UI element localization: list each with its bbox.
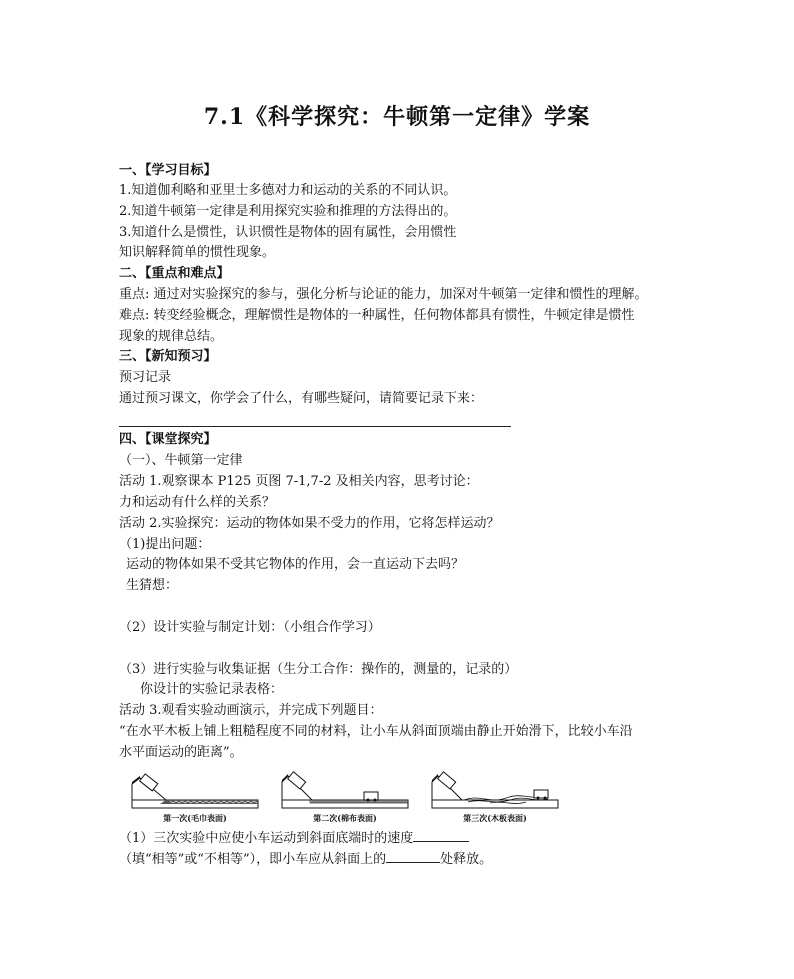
student-guess: 生猜想： (126, 578, 179, 593)
step-3: （3）进行实验与收集证据（生分工合作：操作的，测量的，记录的） (119, 662, 518, 677)
question-1-cont-text: （填“相等”或“不相等”），即小车应从斜面上的 (119, 852, 387, 867)
activity-1: 活动 1.观察课本 P125 页图 7-1,7-2 及相关内容，思考讨论： (119, 474, 479, 489)
figure-cotton-surface (280, 770, 410, 824)
section-class-inquiry: 四、【课堂探究】 (119, 432, 217, 447)
figure-wood-surface (430, 770, 560, 824)
figure-caption: 第一次(毛巾表面) (163, 813, 227, 823)
release-position-blank[interactable] (386, 849, 440, 863)
section-preview: 三、【新知预习】 (119, 349, 217, 364)
figure-caption: 第二次(棉布表面) (313, 813, 377, 823)
activity-3: 活动 3.观看实验动画演示，并完成下列题目： (119, 703, 383, 718)
record-table-prompt: 你设计的实验记录表格： (140, 682, 284, 697)
goal-1: 1.知道伽利略和亚里士多德对力和运动的关系的不同认识。 (119, 183, 457, 198)
experiment-figures (130, 770, 560, 824)
step-2: （2）设计实验与制定计划：（小组合作学习） (119, 620, 381, 635)
key-point: 重点: 通过对实验探究的参与，强化分析与论证的能力，加深对牛顿第一定律和惯性的理解。 (119, 287, 648, 302)
preview-answer-line[interactable] (119, 426, 511, 427)
section-key-points: 二、【重点和难点】 (119, 266, 230, 281)
goal-2: 2.知道牛顿第一定律是利用探究实验和推理的方法得出的。 (119, 204, 457, 219)
step-1-question: 运动的物体如果不受其它物体的作用，会一直运动下去吗？ (126, 557, 465, 572)
experiment-description-cont: 水平面运动的距离”。 (119, 745, 243, 760)
question-1-cont-end: 处释放。 (440, 852, 493, 867)
subsection-newton-law: （一）、牛顿第一定律 (119, 453, 243, 468)
activity-1-question: 力和运动有什么样的关系？ (119, 495, 276, 510)
figure-towel-surface (130, 770, 260, 824)
figure-caption: 第三次(木板表面) (463, 813, 527, 823)
activity-2: 活动 2.实验探究：运动的物体如果不受力的作用，它将怎样运动？ (119, 516, 500, 531)
question-1-text: （1）三次实验中应使小车运动到斜面底端时的速度 (119, 831, 414, 846)
question-1-cont (119, 849, 492, 869)
page-title: 7.1《科学探究：牛顿第一定律》学案 (203, 104, 591, 130)
difficult-point: 难点: 转变经验概念，理解惯性是物体的一种属性，任何物体都具有惯性，牛顿定律是惯性 (119, 308, 635, 323)
preview-prompt: 通过预习课文，你学会了什么，有哪些疑问，请简要记录下来： (119, 391, 484, 406)
preview-label: 预习记录 (119, 370, 172, 385)
step-1: （1)提出问题： (119, 537, 211, 552)
section-learning-goals: 一、【学习目标】 (119, 163, 217, 178)
goal-3: 3.知道什么是惯性，认识惯性是物体的固有属性，会用惯性 (119, 225, 457, 240)
speed-answer-blank[interactable] (413, 828, 469, 842)
goal-3-cont: 知识解释简单的惯性现象。 (119, 245, 276, 260)
question-1 (119, 828, 469, 848)
difficult-point-cont: 现象的规律总结。 (119, 329, 224, 344)
experiment-description: “在水平木板上铺上粗糙程度不同的材料，让小车从斜面顶端由静止开始滑下，比较小车沿 (119, 724, 633, 739)
